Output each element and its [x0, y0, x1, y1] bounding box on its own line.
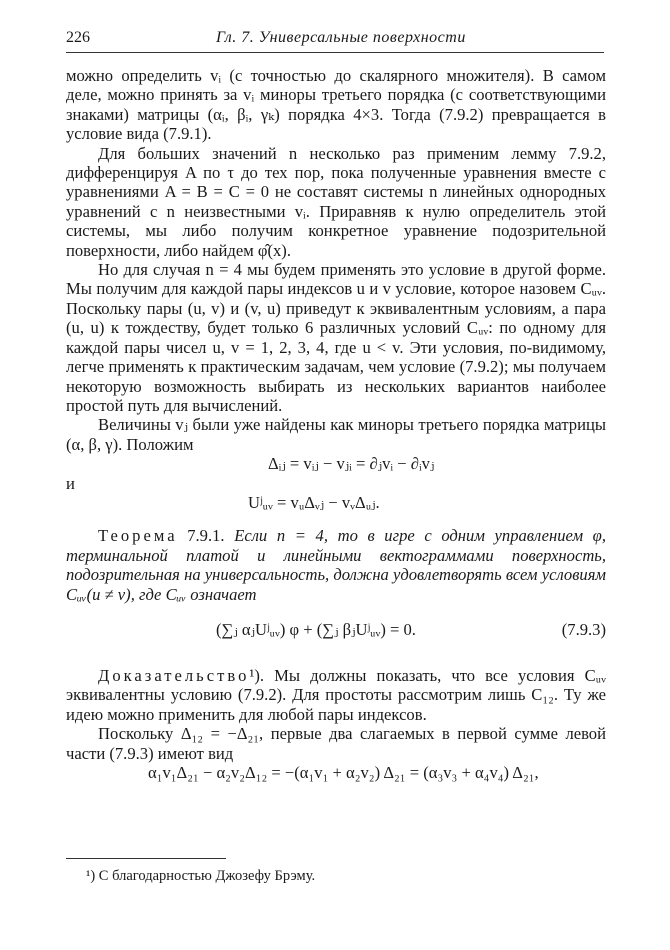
page-number: 226: [66, 29, 90, 46]
equation-main-formula: (∑ⱼ αⱼUʲᵤᵥ) φ + (∑ⱼ βⱼUʲᵤᵥ) = 0.: [216, 619, 416, 639]
paragraph: Но для случая n = 4 мы будем применять это условие в другой форме. Мы получим для каждой пары индексов u и v условие, которое назовем Cᵤᵥ. Поскольку пары (u, v) и (v, u) приведут к эквивалентным условиям, а пара (u, u) к тождеству, будет только 6 различных условий Cᵤᵥ: по одному для каждой пары чисел u, v = 1, 2, 3, 4, где u < v. Эти условия, по-видимому, легче применять к практическим задачам, чем условие (7.9.2); мы получаем некоторую возможность выбирать из нескольких вариантов наиболее простой путь для вычислений.: [66, 260, 606, 415]
equation-connector: и: [66, 473, 75, 493]
main-text: [66, 66, 606, 782]
proof: [66, 666, 606, 724]
footnote-mark: ¹): [249, 665, 260, 685]
paragraph: Величины vⱼ были уже найдены как миноры третьего порядка матрицы (α, β, γ). Положим: [66, 415, 606, 454]
equation-number: (7.9.3): [561, 619, 606, 639]
theorem-label: Теорема: [98, 526, 178, 546]
equation-u: Uʲᵤᵥ = vᵤΔᵥⱼ − vᵥΔᵤⱼ.: [248, 492, 380, 512]
theorem-number: 7.9.1.: [187, 526, 225, 546]
footnote-rule: [66, 858, 226, 859]
page-header: [66, 26, 604, 53]
equation-delta: Δᵢⱼ = vᵢⱼ − vⱼᵢ = ∂ⱼvᵢ − ∂ᵢvⱼ: [268, 454, 435, 474]
proof-label: Доказательство: [98, 665, 250, 685]
theorem-statement: Если n = 4, то в игре с одним управлением φ, терминальной платой и линейными вектограммами поверхность, подозрительная на универсальность, должна удовлетворять всем условиям Cᵤᵥ(u ≠ v), где Cᵤᵥ означает: [66, 526, 607, 604]
paragraph: Для больших значений n несколько раз применим лемму 7.9.2, дифференцируя A по τ до тех пор, пока полученные уравнения вместе с уравнениями A = B = C = 0 не составят системы n линейных однородных уравнений с n неизвестными vᵢ. Приравняв к нулю определитель этой системы, мы либо получим конкретное уравнение подозрительной поверхности, либо найдем φ̂(x).: [66, 143, 606, 260]
running-title: Гл. 7. Универсальные поверхности: [216, 29, 466, 46]
proof-text: . Мы должны показать, что все условия Cᵤᵥ эквивалентны условию (7.9.2). Для простоты рассмотрим лишь C₁₂. Ту же идею можно применить для любой пары индексов.: [66, 665, 606, 724]
paragraph: можно определить vᵢ (с точностью до скалярного множителя). В самом деле, можно принять за vᵢ миноры третьего порядка (с соответствующими знаками) матрицы (αᵢ, βᵢ, γₖ) порядка 4×3. Тогда (7.9.2) превращается в условие вида (7.9.1).: [66, 66, 606, 144]
equation-final: α₁v₁Δ₂₁ − α₂v₂Δ₁₂ = −(α₁v₁ + α₂v₂) Δ₂₁ = (α₃v₃ + α₄v₄) Δ₂₁,: [148, 763, 539, 782]
theorem: [66, 526, 606, 604]
paragraph: Поскольку Δ₁₂ = −Δ₂₁, первые два слагаемых в первой сумме левой части (7.9.3) имеют вид: [66, 724, 606, 763]
equation-main: [66, 614, 606, 650]
footnote: ¹) С благодарностью Джозефу Брэму.: [86, 868, 316, 884]
